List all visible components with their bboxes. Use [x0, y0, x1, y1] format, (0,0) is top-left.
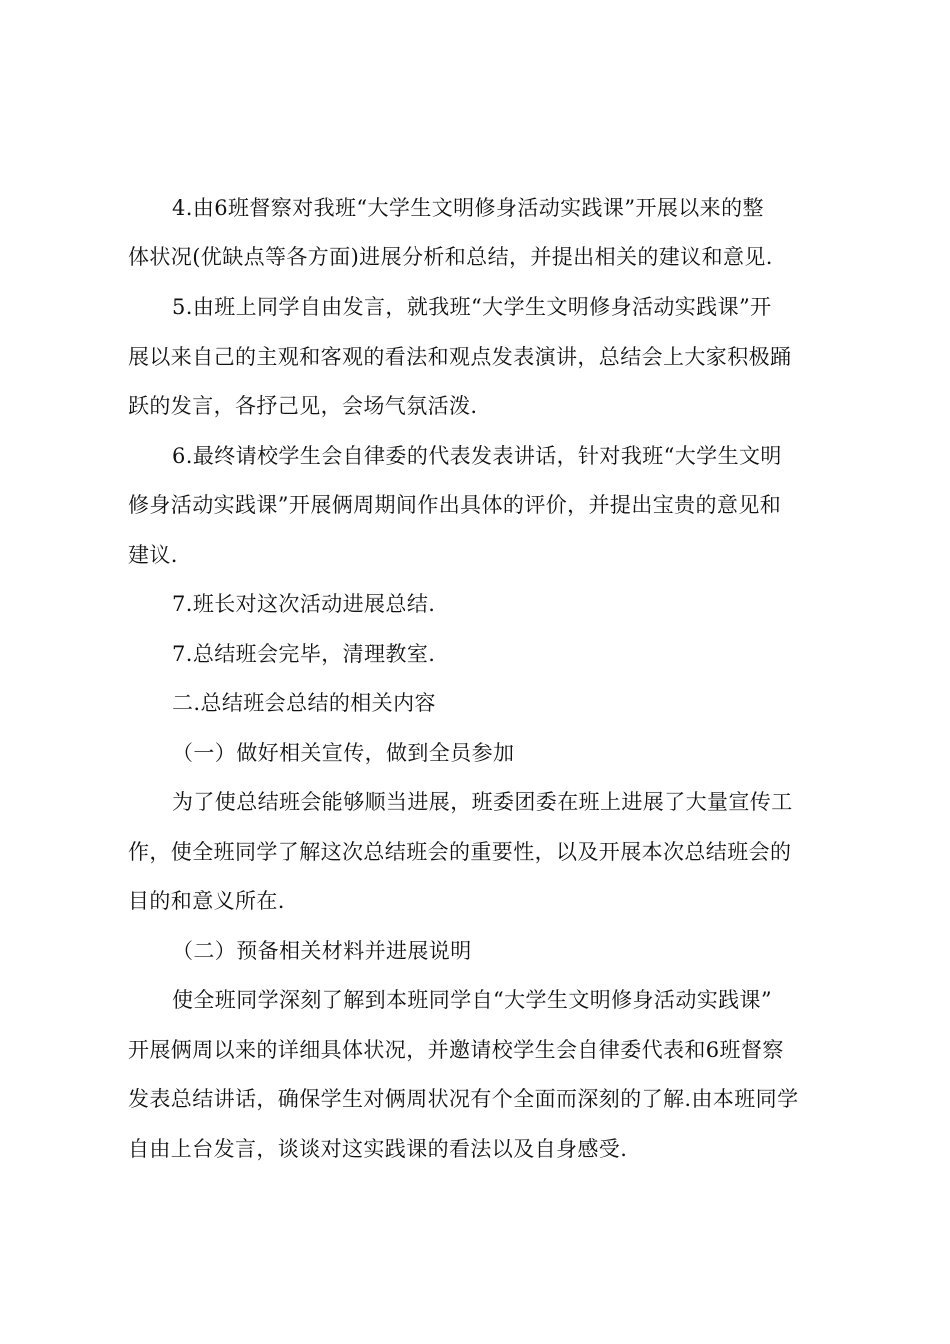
paragraph-line: 目的和意义所在.: [128, 889, 285, 913]
paragraph-line: 7.总结班会完毕，清理教室.: [172, 642, 436, 666]
paragraph-line: 修身活动实践课”开展俩周期间作出具体的评价，并提出宝贵的意见和: [128, 493, 782, 517]
paragraph-line: 作，使全班同学了解这次总结班会的重要性，以及开展本次总结班会的: [128, 840, 792, 864]
paragraph-line: 6.最终请校学生会自律委的代表发表讲话，针对我班“大学生文明: [172, 444, 782, 468]
paragraph-line: 自由上台发言，谈谈对这实践课的看法以及自身感受.: [128, 1137, 628, 1161]
subsection-heading: （一）做好相关宣传，做到全员参加: [172, 741, 515, 765]
paragraph-line: 为了使总结班会能够顺当进展，班委团委在班上进展了大量宣传工: [172, 790, 793, 814]
paragraph-line: 7.班长对这次活动进展总结.: [172, 592, 436, 616]
paragraph-line: 建议.: [128, 543, 178, 567]
subsection-heading: （二）预备相关材料并进展说明: [172, 939, 472, 963]
paragraph-line: 4.由6班督察对我班“大学生文明修身活动实践课”开展以来的整: [172, 196, 764, 220]
section-heading: 二.总结班会总结的相关内容: [172, 691, 436, 715]
paragraph-line: 开展俩周以来的详细具体状况，并邀请校学生会自律委代表和6班督察: [128, 1038, 784, 1062]
paragraph-line: 跃的发言，各抒己见，会场气氛活泼.: [128, 394, 478, 418]
paragraph-line: 5.由班上同学自由发言，就我班“大学生文明修身活动实践课”开: [172, 295, 772, 319]
paragraph-line: 体状况(优缺点等各方面)进展分析和总结，并提出相关的建议和意见.: [128, 245, 773, 269]
paragraph-line: 使全班同学深刻了解到本班同学自“大学生文明修身活动实践课”: [172, 988, 773, 1012]
paragraph-line: 发表总结讲话，确保学生对俩周状况有个全面而深刻的了解.由本班同学: [128, 1087, 799, 1111]
paragraph-line: 展以来自己的主观和客观的看法和观点发表演讲，总结会上大家积极踊: [128, 345, 792, 369]
